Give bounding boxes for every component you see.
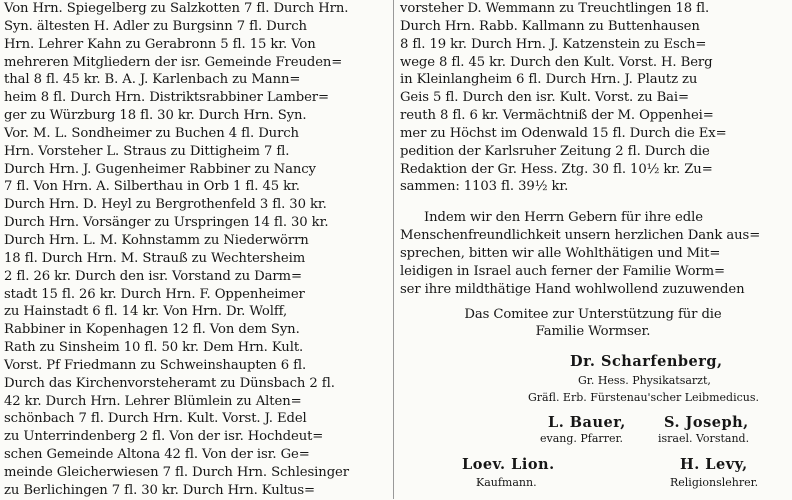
signatory-joseph-title: israel. Vorstand. (658, 432, 750, 445)
text-line: vorsteher D. Wemmann zu Treuchtlingen 18 fl. (400, 1, 710, 16)
signatory-scharfenberg-name: Dr. Scharfenberg, (570, 353, 723, 370)
signatory-levy-title: Religionslehrer. (670, 476, 759, 489)
text-line: zu Hainstadt 6 fl. 14 kr. Von Hrn. Dr. Wolff, (4, 304, 288, 320)
donor-list-right-column (400, 0, 786, 341)
text-line: Von Hrn. Spiegelberg zu Salzkotten 7 fl. Durch Hrn. (4, 1, 349, 16)
text-line: stadt 15 fl. 26 kr. Durch Hrn. F. Oppenheimer (4, 286, 305, 302)
text-line: pedition der Karlsruher Zeitung 2 fl. Durch die (400, 143, 710, 159)
text-line: Syn. ältesten H. Adler zu Burgsinn 7 fl. Durch (4, 18, 307, 34)
committee-heading-line2: Familie Wormser. (535, 324, 651, 340)
text-line: in Kleinlangheim 6 fl. Durch Hrn. J. Plautz zu (400, 72, 698, 88)
text-line: Hrn. Lehrer Kahn zu Gerabronn 5 fl. 15 kr. Von (4, 36, 316, 52)
text-line: Rath zu Sinsheim 10 fl. 50 kr. Dem Hrn. Kult. (4, 340, 304, 356)
donor-list-left-column (4, 0, 388, 500)
text-line: zu Unterrindenberg 2 fl. Von der isr. Hochdeut= (4, 429, 324, 445)
signatory-lion-name: Loev. Lion. (462, 456, 555, 473)
total-line: sammen: 1103 fl. 39½ kr. (400, 179, 569, 195)
signatory-levy-name: H. Levy, (680, 456, 748, 473)
text-line: zu Berlichingen 7 fl. 30 kr. Durch Hrn. Kultus= (4, 482, 315, 498)
text-line: sprechen, bitten wir alle Wohlthätigen und Mit= (400, 245, 721, 261)
text-line: ser ihre mildthätige Hand wohlwollend zuzuwenden (400, 281, 745, 297)
text-line: Redaktion der Gr. Hess. Ztg. 30 fl. 10½ kr. Zu= (400, 161, 713, 177)
signatory-bauer-title: evang. Pfarrer. (540, 432, 624, 445)
text-line: Geis 5 fl. Durch den isr. Kult. Vorst. zu Bai= (400, 90, 689, 106)
text-line: Rabbiner in Kopenhagen 12 fl. Von dem Syn. (4, 322, 300, 338)
committee-heading: Das Comitee zur Unterstützung für die (464, 306, 722, 322)
signatory-scharfenberg-title2: Gräfl. Erb. Fürstenau'scher Leibmedicus. (528, 391, 759, 404)
text-line: Vor. M. L. Sondheimer zu Buchen 4 fl. Durch (4, 125, 299, 141)
text-line: leidigen in Israel auch ferner der Familie Worm= (400, 263, 725, 279)
signatory-lion-title: Kaufmann. (476, 476, 537, 489)
text-line: Durch das Kirchenvorsteheramt zu Dünsbach 2 fl. (4, 375, 335, 391)
text-line: Vorst. Pf Friedmann zu Schweinshaupten 6 fl. (4, 357, 307, 373)
text-line: Durch Hrn. Rabb. Kallmann zu Buttenhausen (400, 18, 700, 34)
text-line: wege 8 fl. 45 kr. Durch den Kult. Vorst. H. Berg (400, 54, 713, 70)
text-line: Indem wir den Herrn Gebern für ihre edle (424, 210, 703, 226)
text-line: mehreren Mitgliedern der isr. Gemeinde Freuden= (4, 54, 343, 70)
appeal-paragraph (400, 209, 786, 298)
text-line: Hrn. Vorsteher L. Straus zu Dittigheim 7 fl. (4, 143, 290, 159)
text-line: schönbach 7 fl. Durch Hrn. Kult. Vorst. J. Edel (4, 411, 307, 427)
text-line: Durch Hrn. J. Gugenheimer Rabbiner zu Nancy (4, 161, 316, 177)
text-line: 18 fl. Durch Hrn. M. Strauß zu Wechtersheim (4, 250, 306, 266)
text-line: meinde Gleicherwiesen 7 fl. Durch Hrn. Schlesinger (4, 464, 349, 480)
text-line: 8 fl. 19 kr. Durch Hrn. J. Katzenstein zu Esch= (400, 36, 707, 52)
text-line: ger zu Würzburg 18 fl. 30 kr. Durch Hrn. Syn. (4, 108, 307, 124)
text-line: 2 fl. 26 kr. Durch den isr. Vorstand zu Darm= (4, 268, 302, 284)
text-line: Durch Hrn. D. Heyl zu Bergrothenfeld 3 fl. 30 kr. (4, 197, 327, 213)
text-line: Durch Hrn. Vorsänger zu Urspringen 14 fl. 30 kr. (4, 215, 329, 231)
text-line: reuth 8 fl. 6 kr. Vermächtniß der M. Oppenhei= (400, 108, 714, 124)
text-line: 42 kr. Durch Hrn. Lehrer Blümlein zu Alten= (4, 393, 302, 409)
signatory-joseph-name: S. Joseph, (664, 414, 749, 431)
signatory-scharfenberg-title: Gr. Hess. Physikatsarzt, (578, 374, 711, 387)
text-line: schen Gemeinde Altona 42 fl. Von der isr. Ge= (4, 447, 310, 463)
text-line: heim 8 fl. Durch Hrn. Distriktsrabbiner Lamber= (4, 90, 329, 106)
text-line: Menschenfreundlichkeit unsern herzlichen Dank aus= (400, 228, 761, 244)
column-divider (393, 0, 394, 499)
text-line: Durch Hrn. L. M. Kohnstamm zu Niederwörrn (4, 232, 309, 248)
text-line: 7 fl. Von Hrn. A. Silberthau in Orb 1 fl. 45 kr. (4, 179, 300, 195)
text-line: mer zu Höchst im Odenwald 15 fl. Durch die Ex= (400, 125, 727, 141)
text-line: thal 8 fl. 45 kr. B. A. J. Karlenbach zu Mann= (4, 72, 301, 88)
signatory-bauer-name: L. Bauer, (548, 414, 626, 431)
